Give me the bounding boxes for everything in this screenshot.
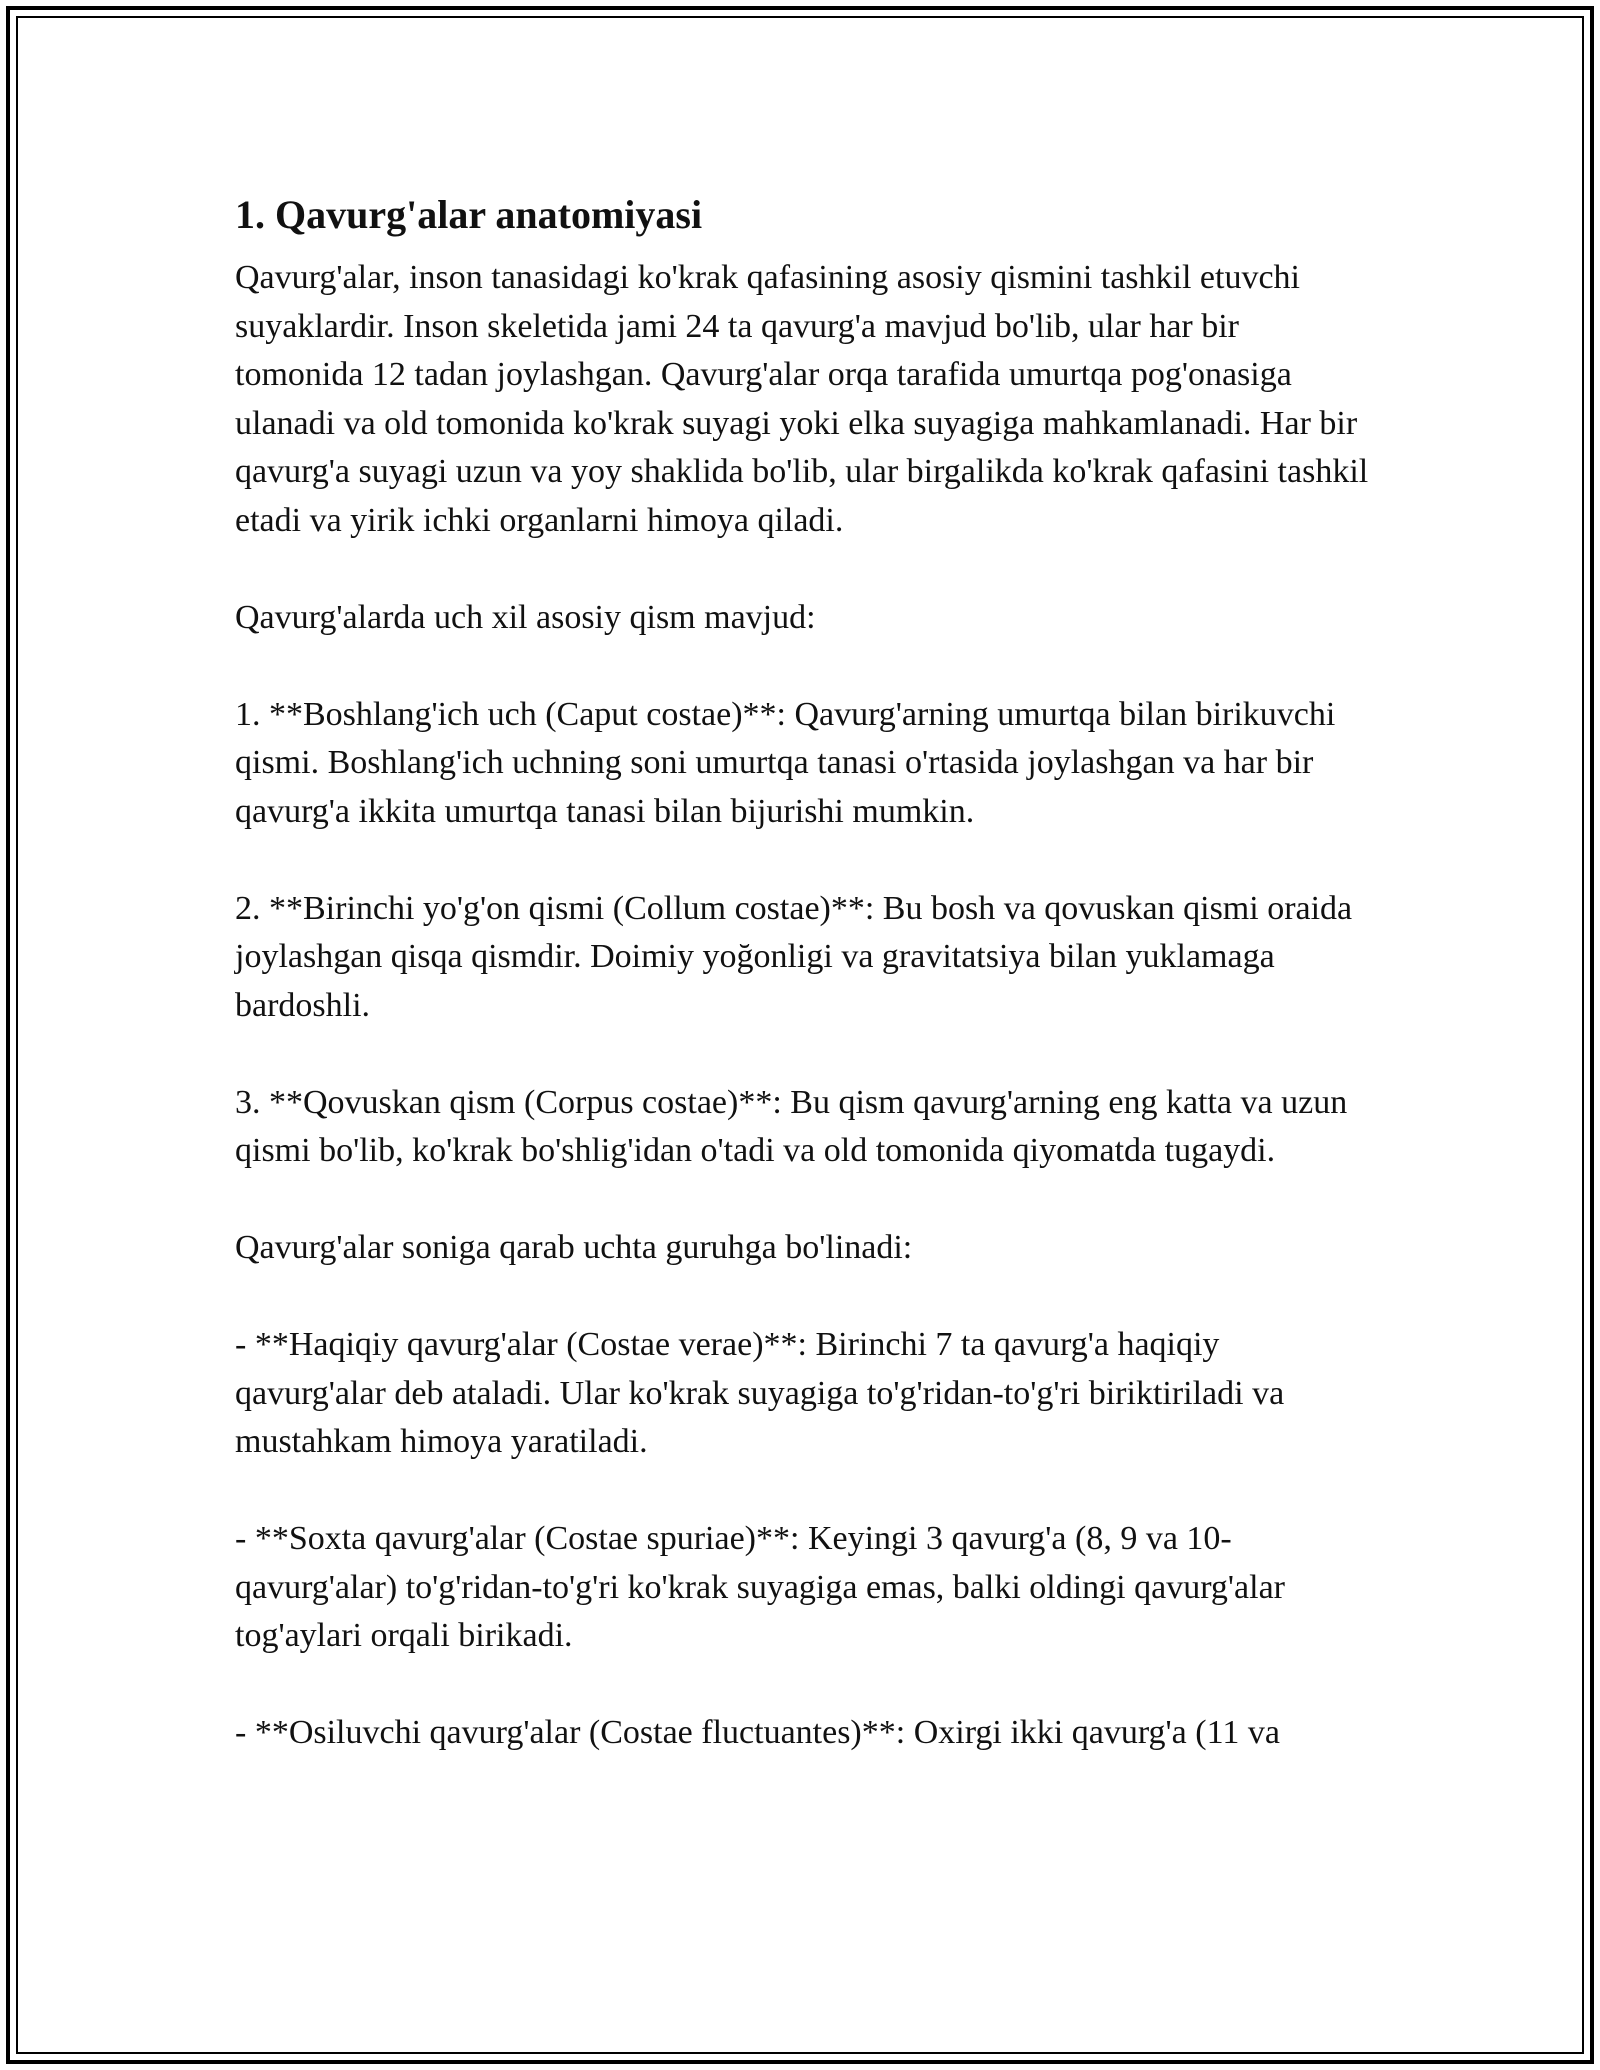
part-caput-paragraph: 1. **Boshlang'ich uch (Caput costae)**: Qavurg'arning umurtqa bilan birikuvchi qismi. Boshlang'ich uchning soni umurtqa tanasi o'rtasida joylashgan va har bir qavurg'a ikkita umurtqa tanasi bilan bijurishi mumkin.: [235, 695, 1336, 830]
groups-intro-paragraph: Qavurg'alar soniga qarab uchta guruhga bo'linadi:: [235, 1229, 913, 1266]
section-heading: 1. Qavurg'alar anatomiyasi: [235, 192, 703, 237]
document-body: [235, 186, 1375, 1758]
intro-paragraph: Qavurg'alar, inson tanasidagi ko'krak qafasining asosiy qismini tashkil etuvchi suyaklardir. Inson skeletida jami 24 ta qavurg'a mavjud bo'lib, ular har bir tomonida 12 tadan joylashgan. Qavurg'alar orqa tarafida umurtqa pog'onasiga ulanadi va old tomonida ko'krak suyagi yoki elka suyagiga mahkamlanadi. Har bir qavurg'a suyagi uzun va yoy shaklida bo'lib, ular birgalikda ko'krak qafasini tashkil etadi va yirik ichki organlarni himoya qiladi.: [235, 259, 1369, 539]
group-fluctuantes-paragraph: - **Osiluvchi qavurg'alar (Costae fluctuantes)**: Oxirgi ikki qavurg'a (11 va: [235, 1714, 1280, 1751]
part-corpus-paragraph: 3. **Qovuskan qism (Corpus costae)**: Bu qism qavurg'arning eng katta va uzun qismi bo'lib, ko'krak bo'shlig'idan o'tadi va old tomonida qiyomatda tugaydi.: [235, 1083, 1348, 1169]
part-collum-paragraph: 2. **Birinchi yo'g'on qismi (Collum costae)**: Bu bosh va qovuskan qismi oraida joylashgan qisqa qismdir. Doimiy yoğonligi va gravitatsiya bilan yuklamaga bardoshli.: [235, 889, 1353, 1024]
parts-intro-paragraph: Qavurg'alarda uch xil asosiy qism mavjud:: [235, 598, 816, 636]
group-verae-paragraph: - **Haqiqiy qavurg'alar (Costae verae)**: Birinchi 7 ta qavurg'a haqiqiy qavurg'alar deb ataladi. Ular ko'krak suyagiga to'g'ridan-to'g'ri biriktiriladi va mustahkam himoya yaratiladi.: [235, 1326, 1285, 1460]
group-spuriae-paragraph: - **Soxta qavurg'alar (Costae spuriae)**: Keyingi 3 qavurg'a (8, 9 va 10-qavurg'alar) to'g'ridan-to'g'ri ko'krak suyagiga emas, balki oldingi qavurg'alar tog'aylari orqali birikadi.: [235, 1520, 1285, 1654]
